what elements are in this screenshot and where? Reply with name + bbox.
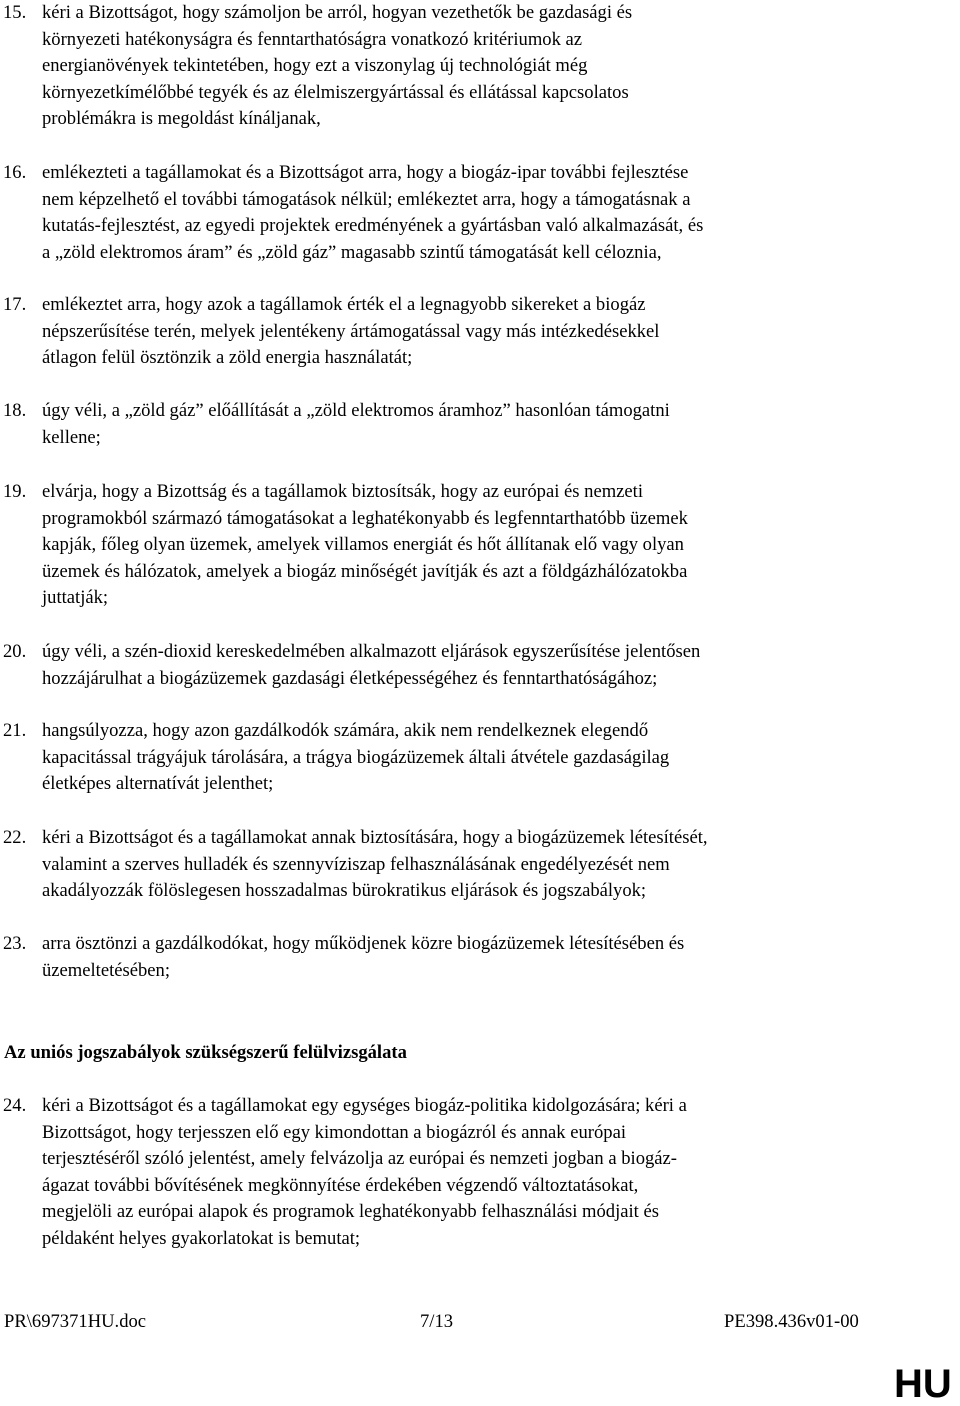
paragraph-text xyxy=(42,825,892,905)
text-line: hangsúlyozza, hogy azon gazdálkodók számára, akik nem rendelkeznek elegendő xyxy=(42,720,649,741)
paragraph-number: 20. xyxy=(3,641,27,662)
text-line: életképes alternatívát jelenthet; xyxy=(42,773,274,795)
text-line: üzemeltetésében; xyxy=(42,959,171,981)
text-line: programokból származó támogatásokat a leghatékonyabb és legfenntarthatóbb üzemek xyxy=(42,507,688,529)
text-line: kéri a Bizottságot, hogy számoljon be arról, hogyan vezethetők be gazdasági és xyxy=(42,2,633,23)
text-line: arra ösztönzi a gazdálkodókat, hogy működjenek közre biogázüzemek létesítésében és xyxy=(42,933,685,954)
footer-document-reference: PR\697371HU.doc xyxy=(4,1311,147,1332)
paragraph-number: 15. xyxy=(3,2,27,23)
text-line: átlagon felül ösztönzik a zöld energia használatát; xyxy=(42,347,413,369)
text-line: kéri a Bizottságot és a tagállamokat egy egységes biogáz-politika kidolgozására; kéri a xyxy=(42,1095,687,1116)
text-line: valamint a szerves hulladék és szennyvíziszap felhasználásának engedélyezését nem xyxy=(42,853,670,875)
text-line: népszerűsítése terén, melyek jelentékeny ártámogatással vagy más intézkedésekkel xyxy=(42,320,660,342)
text-line: Bizottságot, hogy terjesszen elő egy kimondottan a biogázról és annak európai xyxy=(42,1121,626,1143)
paragraph-number: 18. xyxy=(3,400,27,421)
paragraph-text xyxy=(42,292,892,372)
text-line: kutatás-fejlesztést, az egyedi projektek eredményének a gyártásban való alkalmazását, és xyxy=(42,215,704,237)
text-line: ágazat további bővítésének megkönnyítése érdekében végzendő változtatásokat, xyxy=(42,1174,639,1196)
section-heading: Az uniós jogszabályok szükségszerű felülvizsgálata xyxy=(4,1042,407,1063)
paragraph-text xyxy=(42,479,892,612)
paragraph-number: 21. xyxy=(3,720,27,741)
text-line: problémákra is megoldást kínáljanak, xyxy=(42,108,321,130)
text-line: elvárja, hogy a Bizottság és a tagállamok biztosítsák, hogy az európai és nemzeti xyxy=(42,481,644,502)
text-line: nem képzelhető el további támogatások nélkül; emlékeztet arra, hogy a támogatásnak a xyxy=(42,188,691,210)
text-line: emlékeztet arra, hogy azok a tagállamok érték el a legnagyobb sikereket a biogáz xyxy=(42,294,646,315)
text-line: hozzájárulhat a biogázüzemek gazdasági életképességéhez és fenntarthatóságához; xyxy=(42,667,658,689)
paragraph-number: 24. xyxy=(3,1095,27,1116)
text-line: úgy véli, a „zöld gáz” előállítását a „zöld elektromos áramhoz” hasonlóan támogatni xyxy=(42,400,670,421)
paragraph-number: 22. xyxy=(3,827,27,848)
paragraph-text xyxy=(42,160,892,266)
text-line: példaként helyes gyakorlatokat is bemutat; xyxy=(42,1227,361,1249)
language-badge: HU xyxy=(894,1362,952,1406)
paragraph-number: 17. xyxy=(3,294,27,315)
paragraph-number: 16. xyxy=(3,162,27,183)
text-line: kellene; xyxy=(42,426,101,448)
text-line: akadályozzák fölöslegesen hosszadalmas bürokratikus eljárások és jogszabályok; xyxy=(42,880,647,902)
text-line: környezeti hatékonyságra és fenntarthatóságra vonatkozó kritériumok az xyxy=(42,28,583,50)
paragraph-text xyxy=(42,718,892,798)
paragraph-text xyxy=(42,1093,892,1253)
text-line: kapják, főleg olyan üzemek, amelyek villamos energiát és hőt állítanak elő vagy olyan xyxy=(42,534,684,556)
paragraph-text xyxy=(42,0,892,133)
text-line: megjelöli az európai alapok és programok leghatékonyabb felhasználási módjait és xyxy=(42,1201,659,1223)
paragraph-number: 19. xyxy=(3,481,27,502)
paragraph-text xyxy=(42,931,892,984)
footer-page-number: 7/13 xyxy=(420,1311,454,1332)
text-line: úgy véli, a szén-dioxid kereskedelmében alkalmazott eljárások egyszerűsítése jelentősen xyxy=(42,641,701,662)
text-line: terjesztéséről szóló jelentést, amely felvázolja az európai és nemzeti jogban a biogáz- xyxy=(42,1148,678,1170)
footer-document-code: PE398.436v01-00 xyxy=(724,1311,859,1332)
text-line: a „zöld elektromos áram” és „zöld gáz” magasabb szintű támogatását kell céloznia, xyxy=(42,241,662,263)
text-line: üzemek és hálózatok, amelyek a biogáz minőségét javítják és azt a földgázhálózatokba xyxy=(42,560,688,582)
text-line: emlékezteti a tagállamokat és a Bizottságot arra, hogy a biogáz-ipar további fejlesztése xyxy=(42,162,689,183)
text-line: környezetkímélőbbé tegyék és az élelmiszergyártással és ellátással kapcsolatos xyxy=(42,81,629,103)
paragraph-number: 23. xyxy=(3,933,27,954)
text-line: energianövények tekintetében, hogy ezt a viszonylag új technológiát még xyxy=(42,55,588,77)
text-line: juttatják; xyxy=(42,587,109,609)
text-line: kapacitással trágyájuk tárolására, a trágya biogázüzemek általi átvétele gazdaságilag xyxy=(42,746,670,768)
paragraph-text xyxy=(42,639,892,692)
text-line: kéri a Bizottságot és a tagállamokat annak biztosítására, hogy a biogázüzemek létesítését, xyxy=(42,827,708,848)
paragraph-text xyxy=(42,398,892,451)
